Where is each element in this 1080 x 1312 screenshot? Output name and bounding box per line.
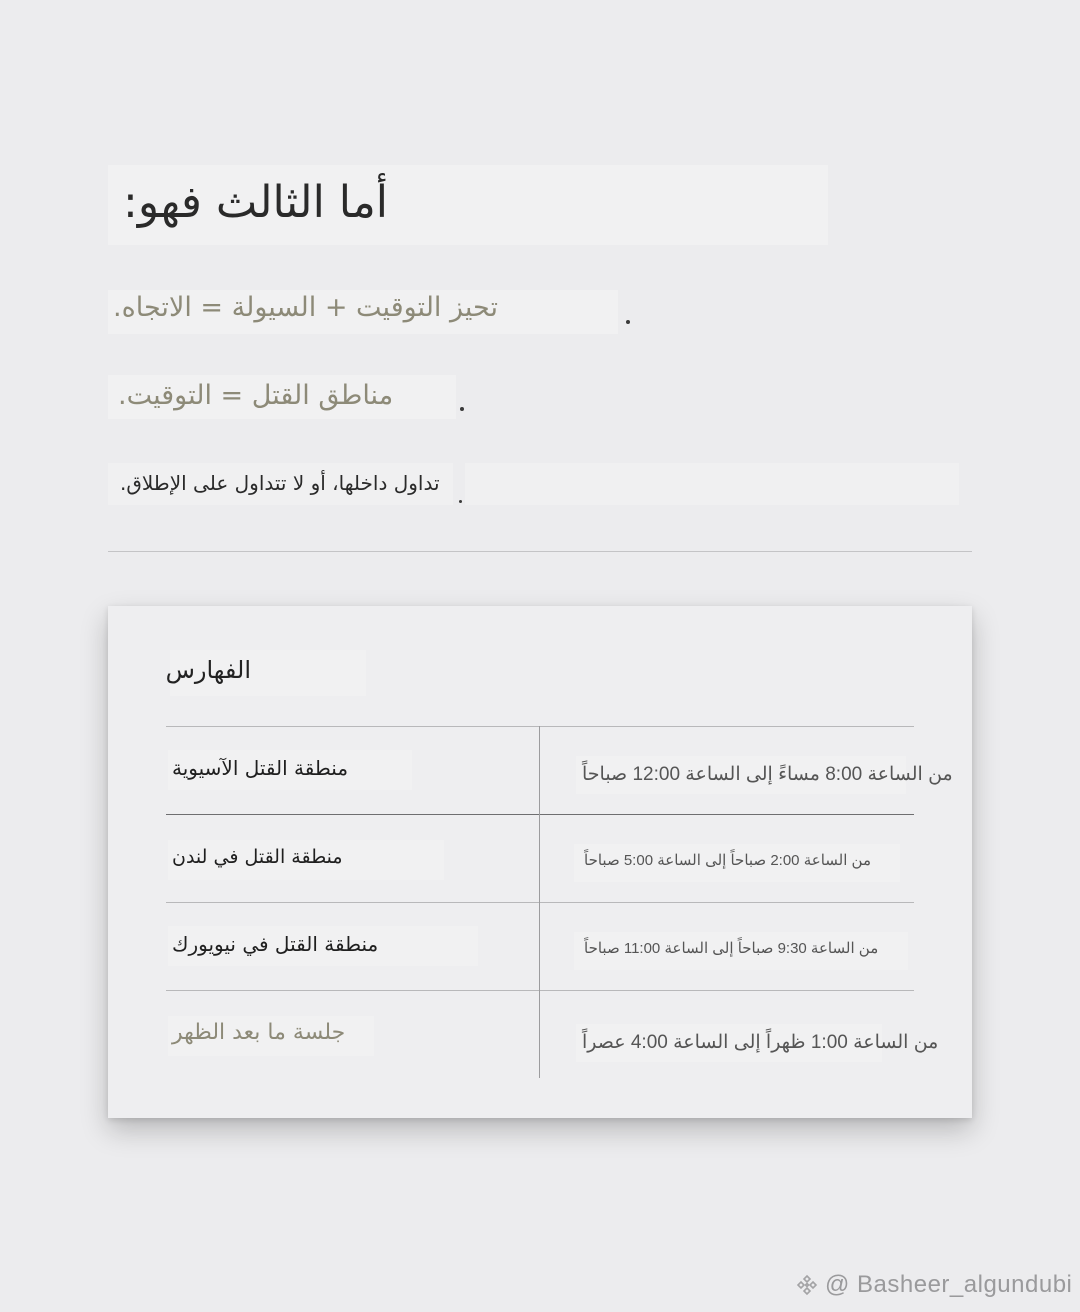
killzones-table: [166, 726, 953, 1078]
bullet-1-text: تحيز التوقيت + السيولة = الاتجاه.: [113, 292, 498, 323]
bullet-dot-icon: [460, 407, 464, 411]
table-row-label: منطقة القتل في لندن: [168, 840, 444, 880]
table-column-rule: [539, 726, 540, 1078]
author-watermark: [795, 1271, 1072, 1299]
section-heading: أما الثالث فهو:: [123, 177, 388, 228]
table-row-time: من الساعة 2:00 صباحاً إلى الساعة 5:00 صباحاً: [574, 844, 904, 882]
bullet-1: [108, 290, 618, 338]
table-row-time: من الساعة 1:00 ظهراً إلى الساعة 4:00 عصراً: [576, 1024, 886, 1062]
binance-logo-icon: [795, 1273, 819, 1297]
table-rule: [166, 902, 914, 903]
table-rule: [166, 814, 914, 815]
watermark-text: @ Basheer_algundubi: [825, 1271, 1073, 1298]
bullet-3-text: تداول داخلها، أو لا تتداول على الإطلاق.: [120, 471, 440, 495]
table-rule: [166, 990, 914, 991]
section-divider: [108, 551, 972, 552]
table-row-time: من الساعة 8:00 مساءً إلى الساعة 12:00 صباحاً: [576, 756, 916, 794]
table-row-label: منطقة القتل في نيويورك: [168, 926, 478, 966]
table-row-label: منطقة القتل الآسيوية: [168, 750, 412, 790]
bullet-2: [108, 375, 456, 423]
card-title-block: [165, 650, 366, 696]
bullet-2-text: مناطق القتل = التوقيت.: [118, 380, 394, 411]
heading-block: [108, 165, 828, 245]
bullet-dot-icon: [626, 320, 630, 324]
bullet-dot-icon: [459, 500, 462, 503]
table-rule: [166, 726, 914, 727]
table-row-time: من الساعة 9:30 صباحاً إلى الساعة 11:00 صباحاً: [574, 932, 908, 970]
indices-card: [108, 606, 972, 1118]
card-title: الفهارس: [165, 656, 251, 684]
table-row-label: جلسة ما بعد الظهر: [168, 1016, 374, 1056]
